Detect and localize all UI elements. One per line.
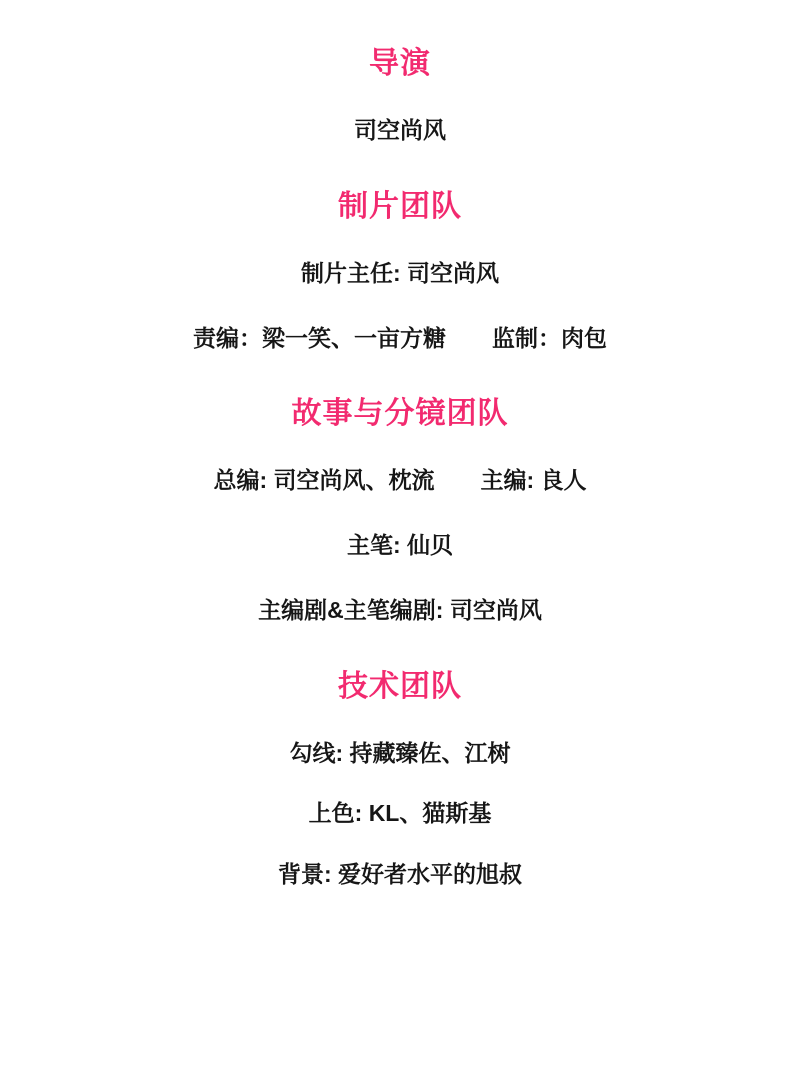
credit-line: 司空尚风 [354,117,446,143]
credit-line: 责编：梁一笑、一亩方糖 监制：肉包 [193,324,607,351]
credit-line: 总编: 司空尚风、枕流 主编: 良人 [213,467,587,494]
credits-section-story [40,396,760,624]
credit-line: 勾线: 持藏臻佐、江树 [289,739,511,766]
section-title-director: 导演 [369,47,431,80]
credits-section-director [40,46,760,145]
credits-section-technical [40,669,760,889]
credit-line: 主编剧&主笔编剧: 司空尚风 [258,596,542,623]
section-title-story: 故事与分镜团队 [291,397,509,431]
credit-line: 背景: 爱好者水平的旭叔 [277,861,523,887]
credit-line: 主笔: 仙贝 [346,532,454,558]
credits-section-production [40,189,760,353]
credit-line: 上色: KL、猫斯基 [308,800,492,827]
section-title-technical: 技术团队 [338,669,462,703]
section-title-production: 制片团队 [338,189,462,223]
credit-line: 制片主任: 司空尚风 [300,259,500,286]
